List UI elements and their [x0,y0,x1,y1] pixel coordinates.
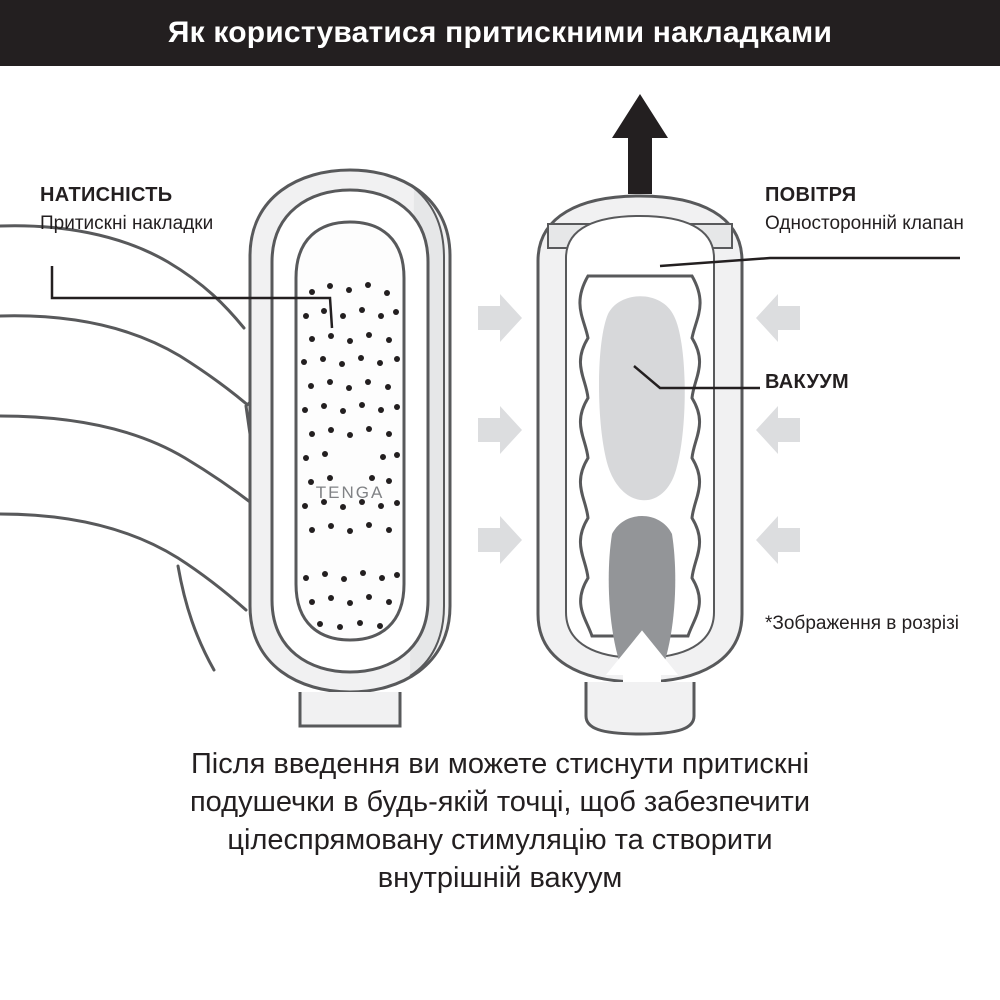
label-air [765,184,964,236]
squeeze-arrows-right [756,294,800,564]
caption-line-1: Після введення ви можете стиснути притискні [190,748,810,780]
caption-line-2: подушечки в будь-якій точці, щоб забезпечити [189,786,811,818]
page-title: Як користуватися притискними накладками [167,16,833,49]
squeeze-arrows-left [478,294,522,564]
instruction-diagram [0,66,1000,746]
label-press-title: НАТИСНІСТЬ [40,184,173,206]
caption-line-3: цілеспрямовану стимуляцію та створити [227,824,773,856]
label-press [40,184,213,236]
instruction-caption [40,745,960,897]
air-exhaust-arrow [612,94,668,194]
label-cutaway-note-text: *Зображення в розрізі [765,613,960,634]
label-vacuum [765,371,849,394]
device-cutaway [538,196,742,734]
brand-label: TENGA [315,483,385,502]
hand-illustration [0,226,258,670]
caption-line-4: внутрішній вакуум [377,862,623,894]
device-left-body [250,170,450,726]
label-air-sub: Односторонній клапан [765,213,964,234]
page-header [0,0,1000,66]
label-press-sub: Притискні накладки [40,213,214,234]
label-air-title: ПОВІТРЯ [765,184,857,206]
label-vacuum-title: ВАКУУМ [765,371,849,393]
diagram-svg [0,66,1000,746]
label-cutaway-note [765,611,959,636]
